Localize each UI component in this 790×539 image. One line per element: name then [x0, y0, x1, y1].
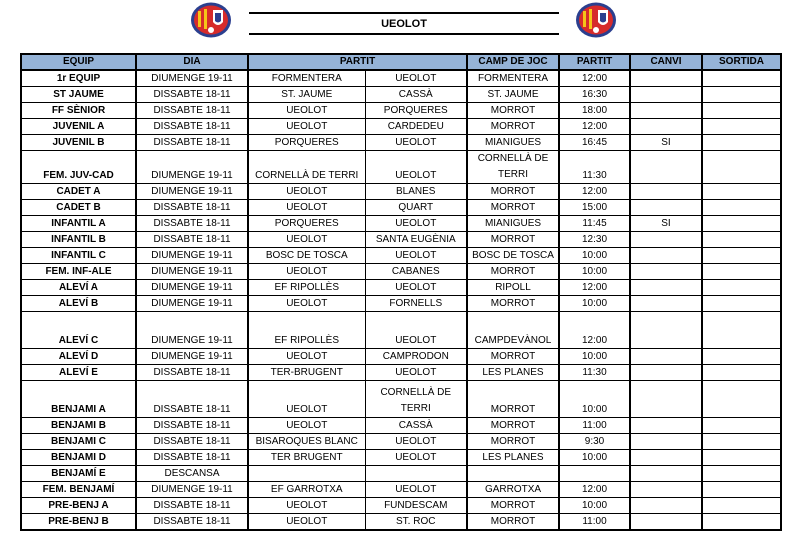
cell-sortida [702, 365, 781, 381]
cell-hora: 11:00 [559, 418, 630, 434]
cell-camp: CAMPDEVÀNOL [467, 312, 559, 349]
cell-visitant: UEOLOT [365, 216, 467, 232]
cell-dia: DIUMENGE 19-11 [136, 280, 248, 296]
cell-dia: DIUMENGE 19-11 [136, 349, 248, 365]
cell-local: ST. JAUME [248, 87, 365, 103]
cell-local: UEOLOT [248, 200, 365, 216]
cell-sortida [702, 312, 781, 349]
cell-equip: CADET B [21, 200, 136, 216]
table-row [21, 296, 781, 312]
cell-local: CORNELLÀ DE TERRI [248, 151, 365, 184]
cell-equip: PRE-BENJ A [21, 498, 136, 514]
cell-hora: 11:00 [559, 514, 630, 531]
cell-sortida [702, 514, 781, 531]
club-logo-left [189, 1, 233, 39]
cell-sortida [702, 450, 781, 466]
cell-dia: DIUMENGE 19-11 [136, 296, 248, 312]
cell-dia: DISSABTE 18-11 [136, 418, 248, 434]
cell-visitant: CARDEDEU [365, 119, 467, 135]
cell-local: UEOLOT [248, 119, 365, 135]
cell-canvi [630, 514, 702, 531]
table-row [21, 70, 781, 87]
table-row [21, 365, 781, 381]
cell-canvi [630, 103, 702, 119]
cell-canvi [630, 184, 702, 200]
cell-dia: DISSABTE 18-11 [136, 434, 248, 450]
cell-local: UEOLOT [248, 381, 365, 418]
cell-hora: 18:00 [559, 103, 630, 119]
cell-local: UEOLOT [248, 232, 365, 248]
cell-canvi [630, 418, 702, 434]
cell-visitant: ST. ROC [365, 514, 467, 531]
cell-camp: FORMENTERA [467, 70, 559, 87]
cell-sortida [702, 200, 781, 216]
cell-canvi [630, 264, 702, 280]
cell-camp: MORROT [467, 200, 559, 216]
cell-dia: DIUMENGE 19-11 [136, 248, 248, 264]
cell-dia: DIUMENGE 19-11 [136, 264, 248, 280]
cell-equip: BENJAMÍ E [21, 466, 136, 482]
cell-visitant: CAMPRODON [365, 349, 467, 365]
cell-local: UEOLOT [248, 103, 365, 119]
cell-dia: DESCANSA [136, 466, 248, 482]
cell-canvi [630, 498, 702, 514]
cell-visitant: SANTA EUGÈNIA [365, 232, 467, 248]
table-row [21, 232, 781, 248]
cell-sortida [702, 482, 781, 498]
cell-local: PORQUERES [248, 216, 365, 232]
cell-visitant: UEOLOT [365, 135, 467, 151]
cell-canvi: SI [630, 135, 702, 151]
cell-dia: DIUMENGE 19-11 [136, 70, 248, 87]
cell-hora: 16:45 [559, 135, 630, 151]
cell-dia: DISSABTE 18-11 [136, 119, 248, 135]
cell-visitant: BLANES [365, 184, 467, 200]
table-row [21, 151, 781, 184]
cell-hora: 12:00 [559, 280, 630, 296]
cell-camp: MORROT [467, 514, 559, 531]
cell-camp: CORNELLÀ DE TERRI [467, 151, 559, 184]
cell-hora: 11:45 [559, 216, 630, 232]
cell-canvi [630, 482, 702, 498]
cell-hora: 10:00 [559, 296, 630, 312]
schedule-table [20, 53, 782, 531]
cell-dia: DISSABTE 18-11 [136, 135, 248, 151]
cell-visitant: CASSÀ [365, 87, 467, 103]
cell-camp: MORROT [467, 418, 559, 434]
cell-dia: DISSABTE 18-11 [136, 216, 248, 232]
cell-local: UEOLOT [248, 349, 365, 365]
cell-hora: 12:30 [559, 232, 630, 248]
cell-equip: FEM. JUV-CAD [21, 151, 136, 184]
cell-local: UEOLOT [248, 296, 365, 312]
header-equip: EQUIP [21, 54, 136, 70]
cell-equip: ALEVÍ E [21, 365, 136, 381]
schedule-body [21, 70, 781, 530]
cell-visitant: UEOLOT [365, 365, 467, 381]
cell-local: TER BRUGENT [248, 450, 365, 466]
cell-hora [559, 466, 630, 482]
cell-visitant: CASSÀ [365, 418, 467, 434]
cell-sortida [702, 70, 781, 87]
cell-local [248, 466, 365, 482]
cell-sortida [702, 103, 781, 119]
cell-canvi [630, 87, 702, 103]
table-row [21, 349, 781, 365]
header-canvi: CANVI [630, 54, 702, 70]
cell-local: UEOLOT [248, 184, 365, 200]
cell-sortida [702, 264, 781, 280]
cell-sortida [702, 466, 781, 482]
cell-local: UEOLOT [248, 418, 365, 434]
table-row [21, 450, 781, 466]
table-row [21, 119, 781, 135]
cell-hora: 12:00 [559, 312, 630, 349]
cell-local: FORMENTERA [248, 70, 365, 87]
table-row [21, 248, 781, 264]
cell-sortida [702, 248, 781, 264]
cell-equip: ALEVÍ B [21, 296, 136, 312]
cell-camp: MORROT [467, 184, 559, 200]
cell-canvi [630, 232, 702, 248]
cell-canvi [630, 248, 702, 264]
cell-canvi [630, 119, 702, 135]
cell-sortida [702, 296, 781, 312]
cell-camp: GARROTXA [467, 482, 559, 498]
cell-dia: DISSABTE 18-11 [136, 514, 248, 531]
table-row [21, 264, 781, 280]
cell-sortida [702, 349, 781, 365]
table-row [21, 103, 781, 119]
table-row [21, 312, 781, 349]
cell-canvi [630, 70, 702, 87]
cell-canvi [630, 365, 702, 381]
cell-dia: DISSABTE 18-11 [136, 365, 248, 381]
cell-sortida [702, 184, 781, 200]
cell-hora: 10:00 [559, 248, 630, 264]
cell-dia: DISSABTE 18-11 [136, 103, 248, 119]
cell-hora: 9:30 [559, 434, 630, 450]
cell-hora: 10:00 [559, 349, 630, 365]
cell-camp: MORROT [467, 103, 559, 119]
cell-local: UEOLOT [248, 498, 365, 514]
cell-equip: JUVENIL A [21, 119, 136, 135]
cell-visitant: PORQUERES [365, 103, 467, 119]
cell-sortida [702, 87, 781, 103]
header-sortida: SORTIDA [702, 54, 781, 70]
table-row [21, 381, 781, 418]
table-row [21, 87, 781, 103]
cell-dia: DIUMENGE 19-11 [136, 312, 248, 349]
cell-camp: MIANIGUES [467, 216, 559, 232]
cell-camp: MORROT [467, 381, 559, 418]
cell-camp: MORROT [467, 232, 559, 248]
cell-equip: ALEVÍ A [21, 280, 136, 296]
cell-hora: 12:00 [559, 119, 630, 135]
cell-visitant: UEOLOT [365, 280, 467, 296]
cell-camp: BOSC DE TOSCA [467, 248, 559, 264]
cell-sortida [702, 216, 781, 232]
cell-equip: JUVENIL B [21, 135, 136, 151]
cell-dia: DISSABTE 18-11 [136, 232, 248, 248]
cell-equip: ALEVÍ C [21, 312, 136, 349]
cell-visitant: FUNDESCAM [365, 498, 467, 514]
cell-equip: INFANTIL C [21, 248, 136, 264]
cell-hora: 16:30 [559, 87, 630, 103]
cell-dia: DISSABTE 18-11 [136, 87, 248, 103]
cell-sortida [702, 434, 781, 450]
cell-camp: MORROT [467, 264, 559, 280]
cell-canvi [630, 381, 702, 418]
cell-hora: 11:30 [559, 365, 630, 381]
cell-canvi [630, 466, 702, 482]
cell-dia: DISSABTE 18-11 [136, 381, 248, 418]
table-row [21, 200, 781, 216]
cell-camp: MIANIGUES [467, 135, 559, 151]
header-row [21, 54, 781, 70]
cell-sortida [702, 280, 781, 296]
cell-equip: FF SÈNIOR [21, 103, 136, 119]
table-row [21, 418, 781, 434]
cell-sortida [702, 498, 781, 514]
cell-hora: 10:00 [559, 264, 630, 280]
cell-visitant: UEOLOT [365, 70, 467, 87]
cell-dia: DISSABTE 18-11 [136, 450, 248, 466]
cell-local: BOSC DE TOSCA [248, 248, 365, 264]
cell-sortida [702, 232, 781, 248]
cell-equip: INFANTIL B [21, 232, 136, 248]
cell-dia: DISSABTE 18-11 [136, 498, 248, 514]
page-title: UEOLOT [249, 12, 559, 35]
table-row [21, 482, 781, 498]
cell-hora: 15:00 [559, 200, 630, 216]
cell-sortida [702, 135, 781, 151]
table-row [21, 135, 781, 151]
cell-visitant: QUART [365, 200, 467, 216]
cell-sortida [702, 151, 781, 184]
cell-visitant: UEOLOT [365, 450, 467, 466]
cell-local: TER-BRUGENT [248, 365, 365, 381]
cell-canvi [630, 450, 702, 466]
cell-hora: 12:00 [559, 482, 630, 498]
cell-canvi [630, 349, 702, 365]
cell-local: EF RIPOLLÈS [248, 280, 365, 296]
cell-camp [467, 466, 559, 482]
cell-equip: ST JAUME [21, 87, 136, 103]
cell-camp: MORROT [467, 498, 559, 514]
cell-visitant [365, 466, 467, 482]
cell-local: EF GARROTXA [248, 482, 365, 498]
table-row [21, 514, 781, 531]
table-row [21, 498, 781, 514]
cell-equip: BENJAMI A [21, 381, 136, 418]
cell-visitant: UEOLOT [365, 482, 467, 498]
header-partit: PARTIT [248, 54, 467, 70]
cell-visitant: CABANES [365, 264, 467, 280]
cell-hora: 10:00 [559, 498, 630, 514]
cell-visitant: UEOLOT [365, 151, 467, 184]
cell-hora: 11:30 [559, 151, 630, 184]
cell-sortida [702, 119, 781, 135]
cell-equip: PRE-BENJ B [21, 514, 136, 531]
cell-camp: RIPOLL [467, 280, 559, 296]
cell-equip: 1r EQUIP [21, 70, 136, 87]
cell-local: PORQUERES [248, 135, 365, 151]
cell-dia: DIUMENGE 19-11 [136, 482, 248, 498]
cell-local: BISAROQUES BLANC [248, 434, 365, 450]
cell-camp: MORROT [467, 296, 559, 312]
cell-canvi [630, 296, 702, 312]
cell-camp: LES PLANES [467, 365, 559, 381]
cell-canvi: SI [630, 216, 702, 232]
cell-local: EF RIPOLLÈS [248, 312, 365, 349]
cell-equip: FEM. INF-ALE [21, 264, 136, 280]
table-row [21, 466, 781, 482]
cell-equip: FEM. BENJAMÍ [21, 482, 136, 498]
cell-equip: CADET A [21, 184, 136, 200]
cell-equip: BENJAMI D [21, 450, 136, 466]
cell-visitant: UEOLOT [365, 312, 467, 349]
cell-dia: DIUMENGE 19-11 [136, 184, 248, 200]
cell-local: UEOLOT [248, 264, 365, 280]
table-row [21, 434, 781, 450]
cell-local: UEOLOT [248, 514, 365, 531]
cell-hora: 10:00 [559, 381, 630, 418]
cell-camp: MORROT [467, 349, 559, 365]
header-hora: PARTIT [559, 54, 630, 70]
cell-canvi [630, 280, 702, 296]
table-row [21, 280, 781, 296]
cell-hora: 12:00 [559, 70, 630, 87]
cell-equip: BENJAMI B [21, 418, 136, 434]
table-row [21, 184, 781, 200]
cell-dia: DIUMENGE 19-11 [136, 151, 248, 184]
cell-equip: INFANTIL A [21, 216, 136, 232]
cell-hora: 12:00 [559, 184, 630, 200]
cell-visitant: FORNELLS [365, 296, 467, 312]
cell-camp: ST. JAUME [467, 87, 559, 103]
cell-canvi [630, 312, 702, 349]
cell-visitant: UEOLOT [365, 434, 467, 450]
cell-camp: MORROT [467, 119, 559, 135]
header-dia: DIA [136, 54, 248, 70]
cell-visitant: UEOLOT [365, 248, 467, 264]
cell-visitant: CORNELLÀ DE TERRI [365, 381, 467, 418]
cell-canvi [630, 151, 702, 184]
cell-hora: 10:00 [559, 450, 630, 466]
table-row [21, 216, 781, 232]
club-logo-right [574, 1, 618, 39]
cell-equip: BENJAMI C [21, 434, 136, 450]
cell-camp: LES PLANES [467, 450, 559, 466]
cell-equip: ALEVÍ D [21, 349, 136, 365]
cell-canvi [630, 434, 702, 450]
cell-dia: DISSABTE 18-11 [136, 200, 248, 216]
cell-canvi [630, 200, 702, 216]
cell-camp: MORROT [467, 434, 559, 450]
cell-sortida [702, 418, 781, 434]
cell-sortida [702, 381, 781, 418]
header-camp: CAMP DE JOC [467, 54, 559, 70]
